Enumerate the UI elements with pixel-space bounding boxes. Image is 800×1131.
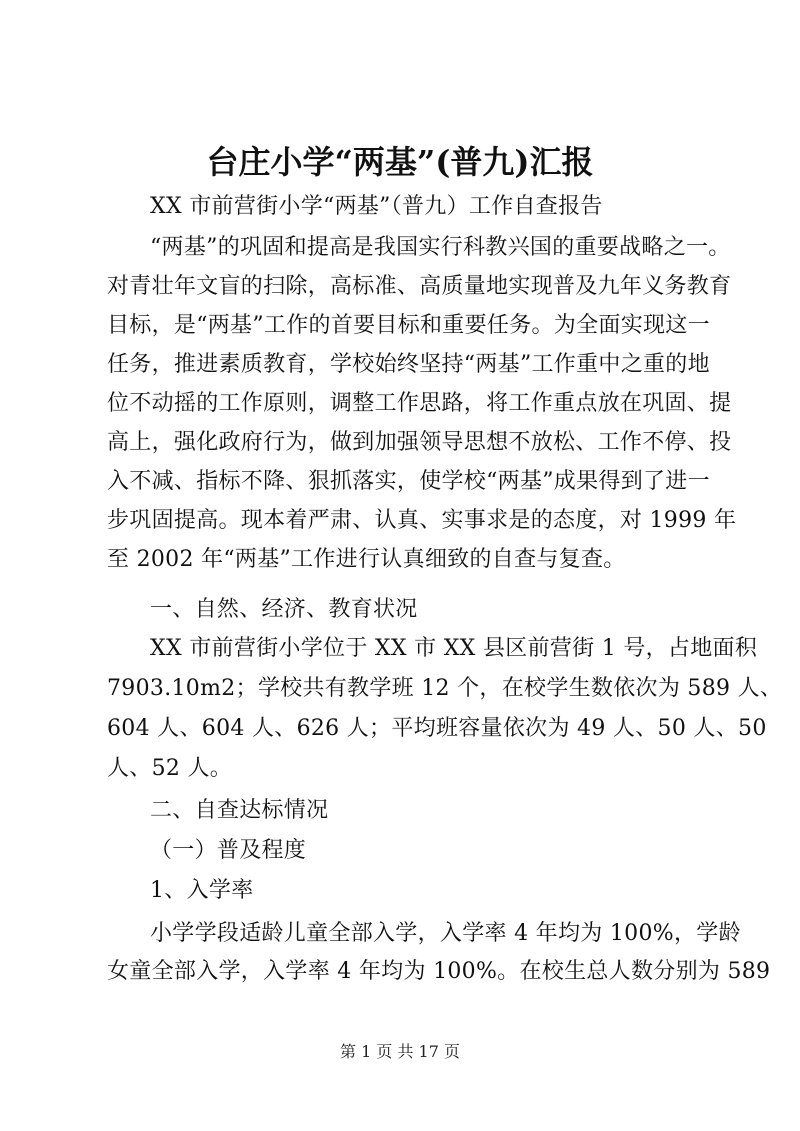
section-heading: 二、自查达标情况 (150, 798, 329, 823)
paragraph-line: 对青壮年文盲的扫除，高标准、高质量地实现普及九年义务教育 (107, 274, 732, 299)
paragraph-line: “两基”的巩固和提高是我国实行科教兴国的重要战略之一。 (150, 235, 731, 260)
subsection-heading: （一）普及程度 (150, 838, 307, 863)
paragraph-line: 至 2002 年“两基”工作进行认真细致的自查与复查。 (107, 547, 626, 572)
paragraph-line: 任务，推进素质教育，学校始终坚持“两基”工作重中之重的地 (107, 352, 710, 377)
paragraph-line: 目标，是“两基”工作的首要目标和重要任务。为全面实现这一 (107, 313, 710, 338)
paragraph-line: 7903.10m2；学校共有教学班 12 个，在校学生数依次为 589 人、 (107, 676, 783, 701)
paragraph-line: 入不减、指标不降、狠抓落实，使学校“两基”成果得到了进一 (107, 469, 710, 494)
paragraph-line: 位不动摇的工作原则，调整工作思路，将工作重点放在巩固、提 (107, 391, 732, 416)
report-subtitle: XX 市前营街小学“两基”（普九）工作自查报告 (150, 194, 603, 219)
paragraph-line: 高上，强化政府行为，做到加强领导思想不放松、工作不停、投 (107, 430, 732, 455)
paragraph-line: XX 市前营街小学位于 XX 市 XX 县区前营街 1 号，占地面积 (150, 636, 758, 661)
section-heading: 一、自然、经济、教育状况 (150, 597, 418, 622)
subsection-heading: 1、入学率 (150, 878, 254, 903)
paragraph-line: 步巩固提高。现本着严肃、认真、实事求是的态度，对 1999 年 (107, 508, 737, 533)
document-title: 台庄小学“两基”(普九)汇报 (206, 143, 594, 181)
paragraph-line: 人、52 人。 (107, 756, 233, 781)
paragraph-line: 女童全部入学，入学率 4 年均为 100%。在校生总人数分别为 589 (107, 959, 771, 984)
paragraph-line: 604 人、604 人、626 人；平均班容量依次为 49 人、50 人、50 (107, 716, 767, 741)
paragraph-line: 小学学段适龄儿童全部入学，入学率 4 年均为 100%，学龄 (150, 921, 741, 946)
page-footer: 第 1 页 共 17 页 (340, 1042, 460, 1061)
